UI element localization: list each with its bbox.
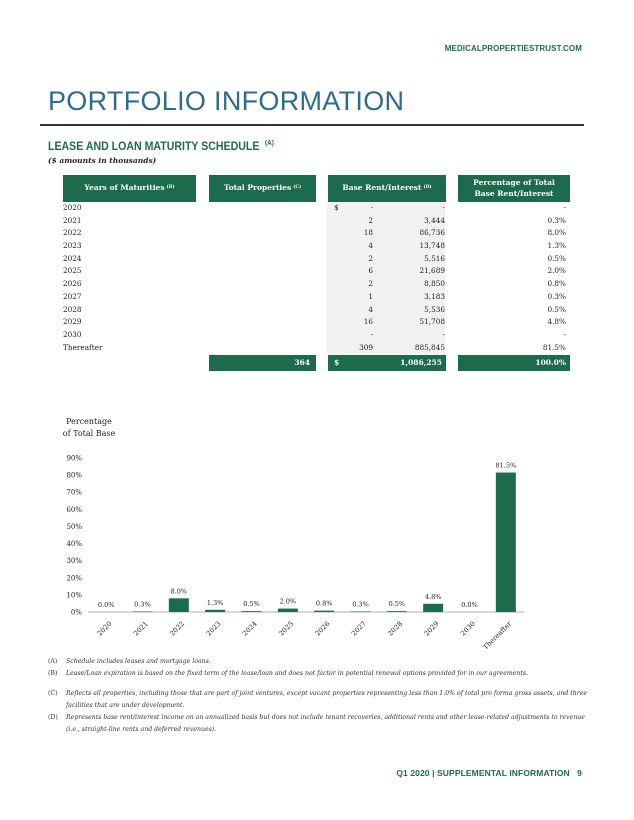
cell-percentage: 1.3% (547, 241, 566, 251)
y-tick-label: 60% (66, 505, 82, 514)
footnote-text: Represents base rent/interest income on an annualized basis but does not include tenant recoveries, additional rents and other lease-related adjustments to revenue (i.e., straight-line rents and deferred revenues). (66, 714, 585, 733)
footnote-b (48, 668, 588, 680)
cell-rent: 13,748 (419, 241, 445, 251)
bar (496, 473, 516, 612)
cell-rent: 885,845 (414, 342, 445, 352)
footnote-label: (B) (48, 670, 58, 677)
cell-percentage: 2.0% (547, 266, 566, 276)
cell-properties: 4 (368, 304, 373, 314)
cell-properties: - (370, 203, 373, 212)
section-title-note: (A) (264, 140, 274, 147)
bar (133, 611, 153, 612)
x-tick-label: 2028 (386, 619, 405, 638)
total-rent-dollar: $ (334, 358, 340, 367)
y-tick-label: 80% (66, 471, 82, 480)
cell-year: 2030 (63, 329, 82, 339)
footnote-text: Schedule includes leases and mortgage loans. (66, 658, 211, 665)
cell-rent: 5,516 (424, 253, 445, 263)
cell-year: 2020 (63, 203, 82, 212)
cell-rent: 51,708 (419, 317, 445, 327)
chart-title: Percentage of Total Base (62, 417, 116, 438)
cell-rent: 21,689 (419, 266, 445, 276)
cell-rent: - (442, 329, 445, 339)
cell-rent: 3,444 (424, 215, 445, 225)
cell-percentage: - (563, 203, 566, 212)
cell-year: 2028 (63, 304, 82, 314)
x-tick-label: 2030 (459, 619, 477, 638)
total-properties-value: 364 (294, 358, 310, 367)
x-tick-label: 2027 (350, 619, 368, 638)
cell-properties: 2 (368, 253, 373, 263)
footer-text: Q1 2020 | SUPPLEMENTAL INFORMATION (396, 768, 570, 778)
data-label: 8.0% (170, 587, 188, 596)
cell-percentage: 0.3% (547, 291, 566, 301)
bar (351, 611, 371, 612)
total-rent-value: 1,086,255 (400, 358, 442, 367)
section-title-text: LEASE AND LOAN MATURITY SCHEDULE (48, 140, 260, 153)
cell-rent: 3,183 (424, 291, 445, 301)
cell-properties: 16 (363, 317, 373, 327)
cell-dollar: $ (334, 203, 339, 212)
y-tick-label: 40% (66, 540, 82, 549)
cell-rent: - (442, 203, 445, 212)
data-label: 0.5% (388, 600, 406, 609)
bar (314, 611, 334, 612)
footnotes (48, 656, 588, 736)
data-label: 0.5% (243, 600, 260, 609)
header-rent-text: Base Rent/Interest (342, 183, 422, 193)
site-url: MEDICALPROPERTIESTRUST.COM (444, 44, 582, 53)
x-tick-label: 2024 (241, 619, 259, 638)
cell-percentage: 0.5% (547, 253, 566, 263)
cell-properties: 18 (363, 228, 373, 238)
x-tick-label: 2023 (204, 619, 223, 638)
cell-percentage: 0.3% (547, 215, 566, 225)
footnote-d (48, 712, 588, 736)
cell-properties: 4 (368, 241, 373, 251)
data-label: 0.0% (461, 601, 478, 609)
data-label: 4.8% (424, 592, 442, 601)
bar (242, 611, 262, 612)
cell-year: 2023 (63, 241, 82, 251)
bar (205, 610, 225, 612)
y-tick-label: 50% (66, 522, 82, 531)
y-tick-label: 10% (66, 591, 82, 600)
cell-year: 2022 (63, 228, 82, 238)
header-properties-note: (C) (293, 185, 302, 191)
header-years-note: (B) (166, 185, 175, 191)
y-tick-label: 30% (66, 557, 82, 566)
bar (169, 598, 189, 612)
x-tick-label: 2029 (422, 619, 441, 638)
footnote-a (48, 656, 588, 668)
cell-percentage: 0.5% (547, 304, 566, 314)
y-tick-label: 70% (66, 488, 82, 497)
header-rent-note: (D) (423, 185, 432, 191)
page-title: PORTFOLIO INFORMATION (48, 86, 405, 116)
x-tick-label: Thereafter (481, 619, 514, 652)
y-tick-label: 0% (70, 608, 82, 617)
cell-percentage: 81.5% (542, 342, 566, 352)
x-tick-label: 2026 (313, 619, 332, 638)
section-subtitle: ($ amounts in thousands) (48, 156, 157, 165)
data-label: 81.5% (495, 461, 517, 470)
y-tick-label: 20% (66, 574, 82, 583)
data-label: 1.3% (206, 598, 224, 607)
cell-properties: 6 (368, 266, 373, 276)
footnote-label: (C) (48, 690, 58, 697)
cell-properties: 2 (368, 215, 373, 225)
cell-properties: 309 (359, 342, 373, 352)
total-percentage-value: 100.0% (535, 358, 566, 367)
y-tick-label: 90% (66, 454, 82, 463)
footnote-label: (A) (48, 658, 58, 665)
cell-properties: 1 (368, 291, 373, 301)
cell-year: 2026 (63, 279, 82, 289)
cell-percentage: - (563, 329, 566, 339)
cell-percentage: 4.8% (547, 317, 566, 327)
footnote-label: (D) (48, 714, 58, 721)
data-label: 0.0% (97, 601, 115, 609)
cell-rent: 86,736 (419, 228, 445, 238)
data-label: 0.3% (134, 600, 151, 609)
header-properties-text: Total Properties (223, 183, 292, 193)
x-tick-label: 2021 (132, 619, 150, 638)
cell-year: 2027 (63, 291, 82, 301)
bar (278, 609, 298, 612)
cell-year: 2021 (63, 215, 82, 225)
header-percentage-text: Percentage of Total Base Rent/Interest (473, 177, 555, 198)
header-years-text: Years of Maturities (84, 183, 165, 193)
footnote-c (48, 688, 588, 712)
cell-rent: 8,850 (424, 279, 445, 289)
cell-percentage: 0.8% (547, 279, 566, 289)
data-label: 0.8% (315, 599, 333, 608)
footnote-text: Reflects all properties, including those that are part of joint ventures, except vacant properties representing less than 1.0% of total pro forma gross assets, and three facilities that are under development. (66, 690, 588, 709)
cell-year: Thereafter (63, 342, 103, 352)
data-label: 2.0% (279, 597, 297, 606)
cell-percentage: 8.0% (547, 228, 566, 238)
cell-year: 2024 (63, 253, 82, 263)
page-footer (396, 768, 582, 778)
cell-properties: - (370, 329, 373, 339)
cell-year: 2029 (63, 317, 82, 327)
bar (423, 604, 443, 612)
footnote-text: Lease/Loan expiration is based on the fixed term of the lease/loan and does not factor in potential renewal options provided for in our agreements. (66, 670, 529, 677)
cell-properties: 2 (368, 279, 373, 289)
cell-year: 2025 (63, 266, 82, 276)
x-tick-label: 2020 (95, 619, 114, 638)
page-number: 9 (577, 768, 582, 778)
x-tick-label: 2025 (277, 619, 296, 638)
data-label: 0.3% (352, 600, 369, 609)
x-tick-label: 2022 (168, 619, 187, 638)
cell-rent: 5,536 (424, 304, 445, 314)
bar (387, 611, 407, 612)
